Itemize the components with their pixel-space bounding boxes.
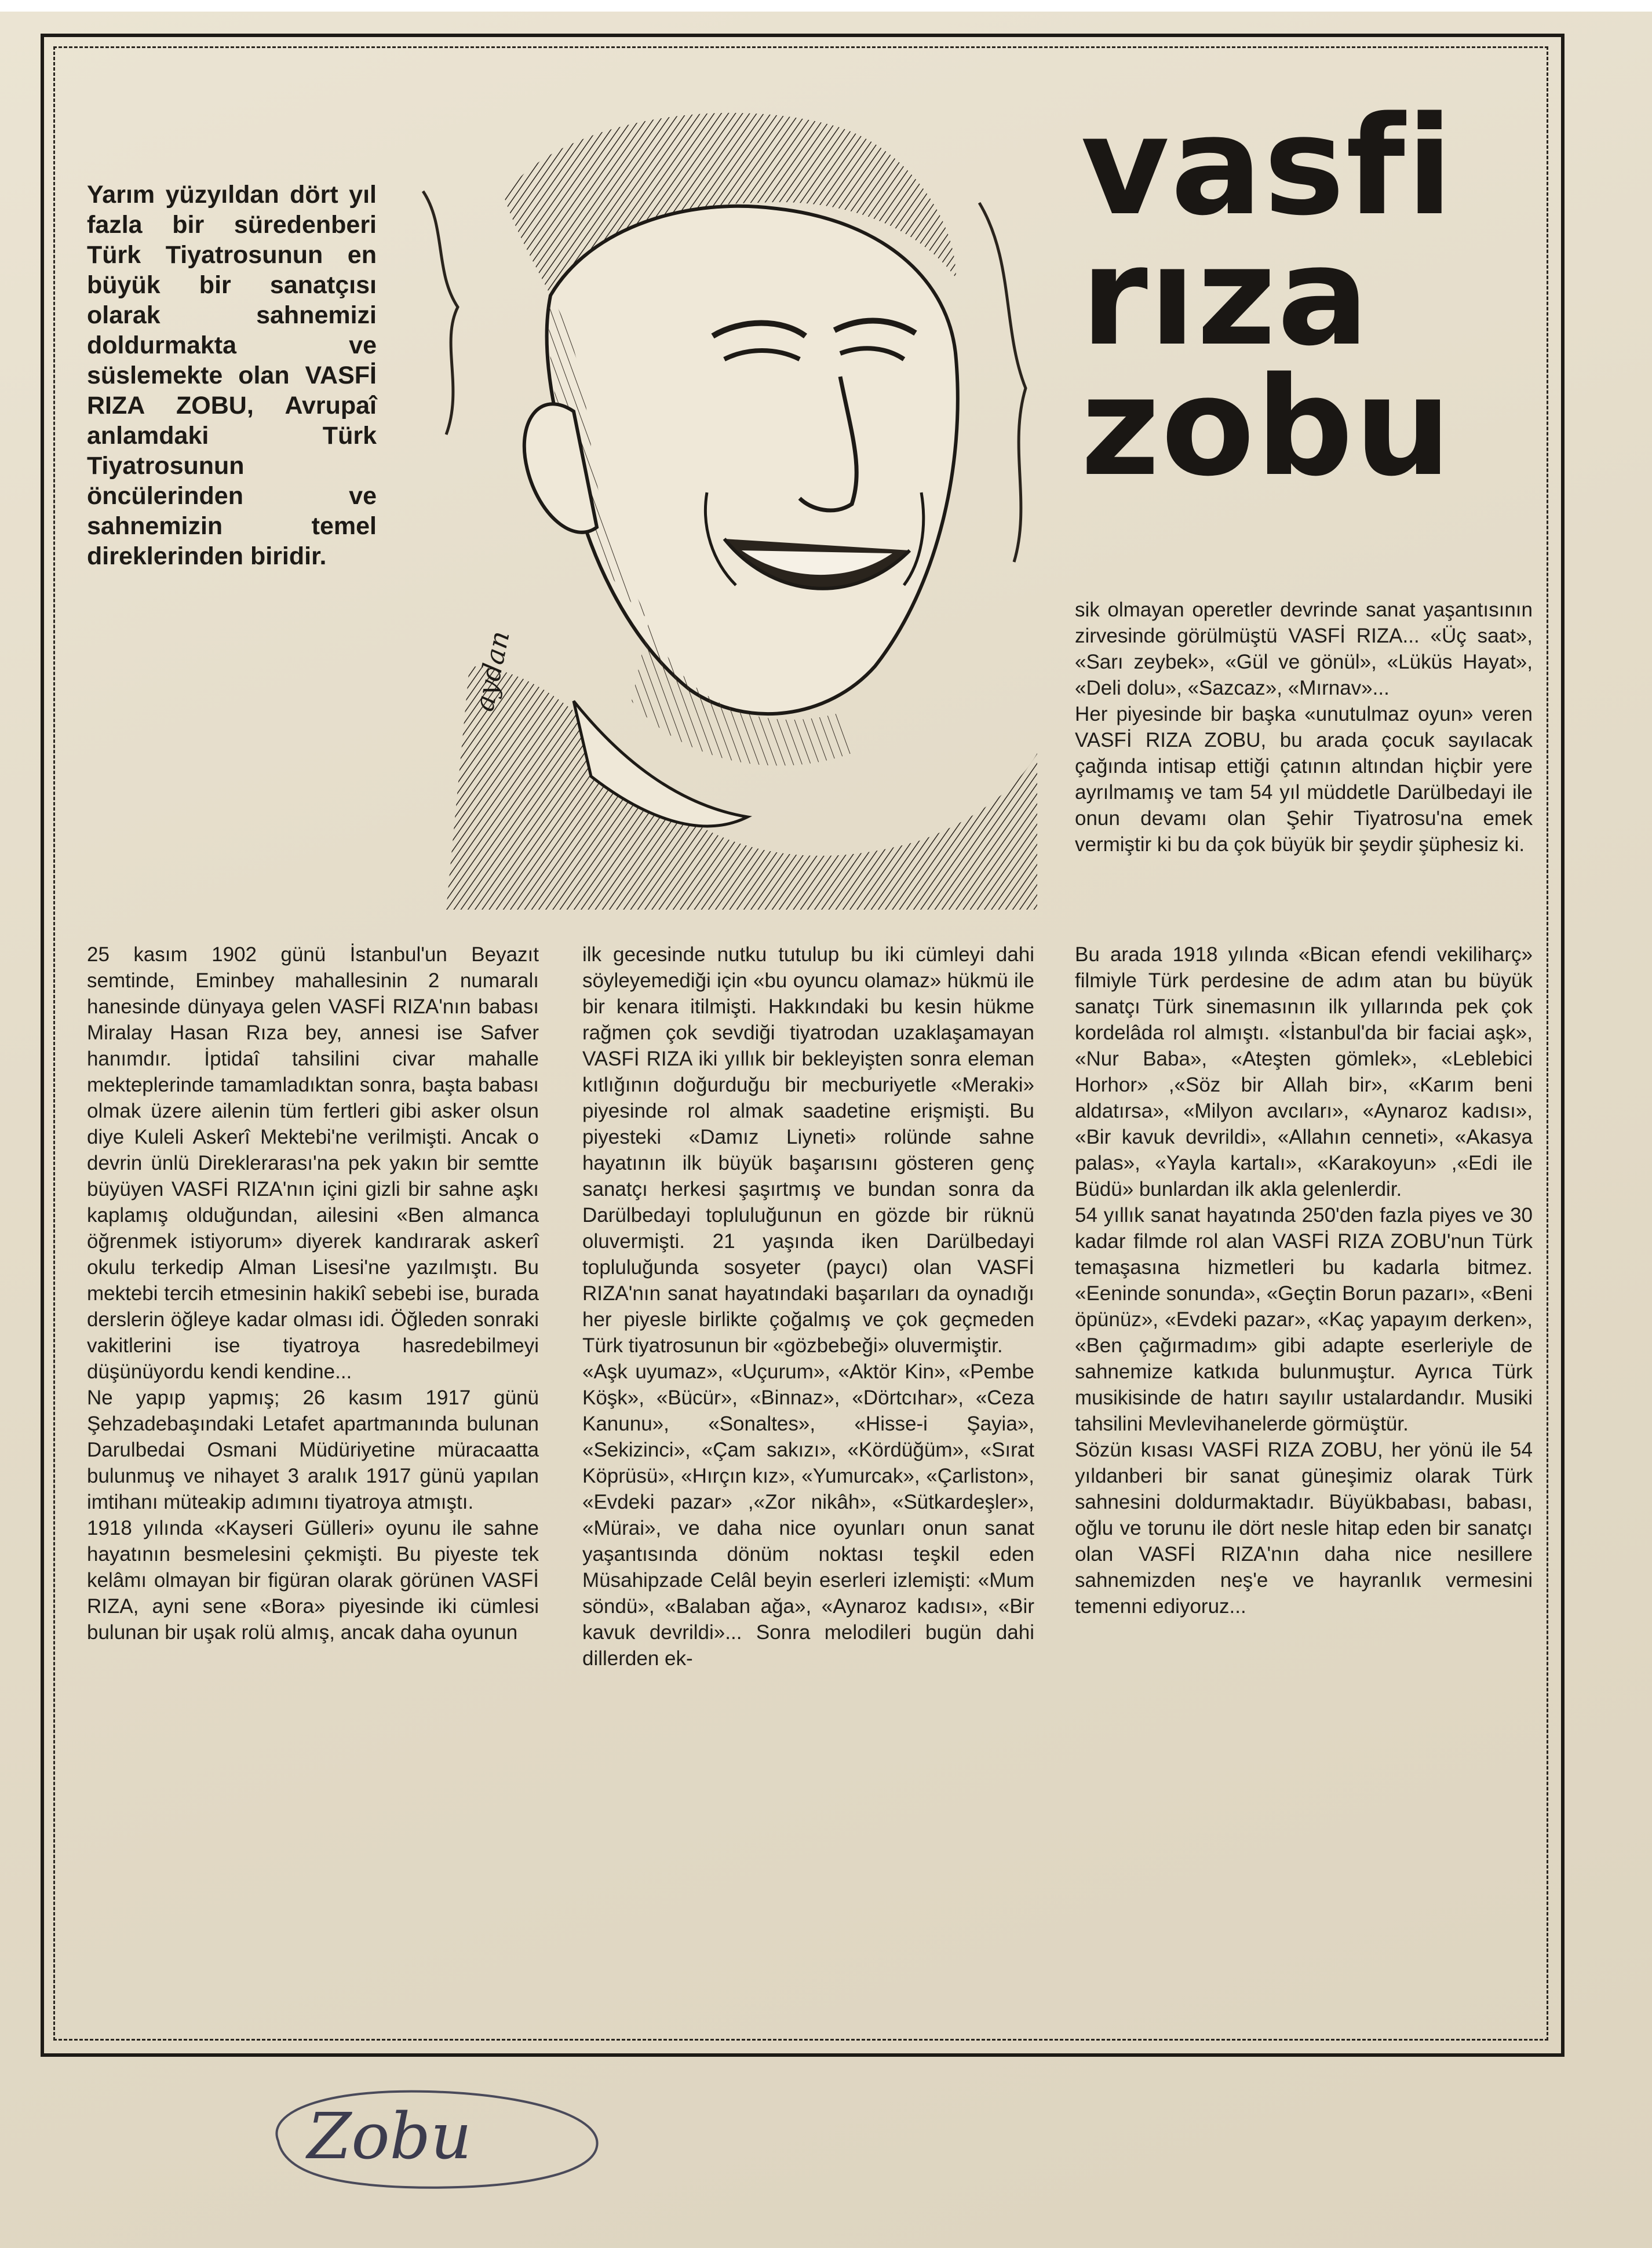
handwritten-annotation [255,2077,614,2199]
paragraph: Ne yapıp yapmış; 26 kasım 1917 günü Şehzadebaşındaki Letafet apartmanında bulunan Darulbedai Osmani Müdüriyetine müracaatta bulunmuş ve nihayet 3 aralık 1917 günü yapılan imtihanı müteakip adımını tiyatroya atmıştı. [87,1386,539,1513]
paragraph: Her piyesinde bir başka «unutulmaz oyun» veren VASFİ RIZA ZOBU, bu arada çocuk sayılacak çağında intisap ettiği çatının altından hiçbir yere ayrılmamış ve tam 54 yıl müddetle Darülbedayi ile onun devamı olan Şehir Tiyatrosu'na emek vermiştir ki bu da çok büyük bir şeydir şüphesiz ki. [1075,703,1533,856]
column-3 [1075,941,1533,1619]
title-line: vasfi [1081,87,1454,246]
paragraph: 1918 yılında «Kayseri Gülleri» oyunu ile sahne hayatının besmelesini çekmişti. Bu piyeste tek kelâmı olmayan bir figüran olarak görünen VASFİ RIZA, ayni sene «Bora» piyesinde iki cümlesi bulunan bir uşak rolü almış, ancak daha oyunun [87,1517,539,1644]
portrait-illustration [400,87,1055,910]
handwritten-name: Zobu [307,2099,472,2173]
paragraph: 25 kasım 1902 günü İstanbul'un Beyazıt semtinde, Eminbey mahallesinin 2 numaralı hanesinde dünyaya gelen VASFİ RIZA'nın babası Miralay Hasan Rıza bey, annesi ise Safver hanımdır. İptidaî tahsilini civar mahalle mekteplerinde tamamladıktan sonra, başta babası olmak üzere ailenin tüm fertleri gibi asker olsun diye Kuleli Askerî Mektebi'ne verilmişti. Ancak o devrin ünlü Direklerarası'na pek yakın bir semtte büyüyen VASFİ RIZA'nın içini gizli bir sahne aşkı kaplamış olduğundan, ailesini «Ben almanca öğrenmek istiyorum» diyerek kandırarak askerî okulu terkedip Alman Lisesi'ne yazılmıştı. Bu mektebi tercih etmesinin hakikî sebebi ise, burada derslerin öğleye kadar olması idi. Öğleden sonraki vakitlerini ise tiyatroya hasredebilmeyi düşünüyordu kendi kendine... [87,943,539,1383]
paragraph: «Aşk uyumaz», «Uçurum», «Aktör Kin», «Pembe Köşk», «Bücür», «Binnaz», «Dörtcıhar», «Ceza Kanunu», «Sonaltes», «Hisse-i Şayia», «Sekizinci», «Çam sakızı», «Kördüğüm», «Sırat Köprüsü», «Hırçın kız», «Yumurcak», «Çarliston», «Evdeki pazar» ,«Zor nikâh», «Sütkardeşler», «Mürai», ve daha nice oyunları onun sanat yaşantısında dönüm noktası teşkil eden Müsahipzade Celâl beyin eserleri izlemişti: «Mum söndü», «Balaban ağa», «Aynaroz kadısı», «Bir kavuk devrildi»... Sonra melodileri bugün dahi dillerden ek- [582,1360,1034,1670]
article-title [1081,87,1533,506]
paragraph: ilk gecesinde nutku tutulup bu iki cümleyi dahi söyleyemediği için «bu oyuncu olamaz» hükmü ile bir kenara itilmişti. Hakkındaki bu kesin hükme rağmen çok sevdiği tiyatrodan uzaklaşamayan VASFİ RIZA iki yıllık bir bekleyişten sonra eleman kıtlığının doğurduğu bir mecburiyetle «Meraki» piyesinde rol almak saadetine erişmişti. Bu piyesteki «Damız Liyneti» rolünde sahne hayatının ilk büyük başarısını gösteren genç sanatçı herkesi şaşırtmış ve bundan sonra da Darülbedayi topluluğunun en gözde bir rüknü oluvermişti. 21 yaşında iken Darülbedayi topluluğunda sosyeter (paycı) olan VASFİ RIZA'nın sanat hayatındaki başarıları da oynadığı her piyesle birlikte çoğalmış ve çok geçmeden Türk tiyatrosunun bir «gözbebeği» oluvermiştir. [582,943,1034,1357]
paragraph: Bu arada 1918 yılında «Bican efendi vekiliharç» filmiyle Türk perdesine de adım atan bu büyük sanatçı Türk sinemasının ilk yıllarında pek çok kordelâda rol almıştı. «İstanbul'da bir faciai aşk», «Nur Baba», «Ateşten gömlek», «Leblebici Horhor» ,«Söz bir Allah bir», «Karım beni aldatırsa», «Milyon avcıları», «Aynaroz kadısı», «Bir kavuk devrildi», «Allahın cenneti», «Akasya palas», «Yayla kartalı», «Karakoyun» ,«Edi ile Büdü» bunlardan ilk akla gelenlerdir. [1075,943,1533,1200]
column-1 [87,941,539,1645]
paragraph: sik olmayan operetler devrinde sanat yaşantısının zirvesinde görülmüştü VASFİ RIZA... «Üç saat», «Sarı zeybek», «Gül ve gönül», «Lüküs Hayat», «Deli dolu», «Sazcaz», «Mırnav»... [1075,599,1533,699]
paragraph: Sözün kısası VASFİ RIZA ZOBU, her yönü ile 54 yıldanberi bir sanat güneşimiz olarak Türk sahnesini doldurmaktadır. Büyükbabası, babası, oğlu ve torunu ile dört nesle hitap eden bir sanatçı olan VASFİ RIZA'nın daha nice nesillere sahnemizden neş'e ve hayranlık vermesini temenni ediyoruz... [1075,1439,1533,1618]
artist-signature: aydan [468,628,516,714]
intro-paragraph: Yarım yüzyıldan dört yıl fazla bir süredenberi Türk Tiyatrosunun en büyük bir sanatçısı olarak sahnemizi doldurmakta ve süslemekte olan VASFİ RIZA ZOBU, Avrupaî anlamdaki Türk Tiyatrosunun öncülerinden ve sahnemizin temel direklerinden biridir. [87,181,377,570]
title-line: zobu [1081,348,1453,506]
title-line: rıza [1081,218,1370,376]
paragraph: 54 yıllık sanat hayatında 250'den fazla piyes ve 30 kadar filmde rol alan VASFİ RIZA ZOBU'nun Türk temaşasına hizmetleri bu kadarla bitmez. «Eeninde sonunda», «Geçtin Borun pazarı», «Beni öpünüz», «Evdeki pazar», «Kaç yapayım derken», «Ben çağırmadım» gibi adapte eserleriyle de sahnemize katkıda bulunmuştur. Ayrıca Türk musikisinde de hatırı sayılır ustalardandır. Musiki tahsilini Mevlevihanelerde görmüştür. [1075,1204,1533,1435]
right-column-top [1075,597,1533,857]
column-2 [582,941,1034,1672]
